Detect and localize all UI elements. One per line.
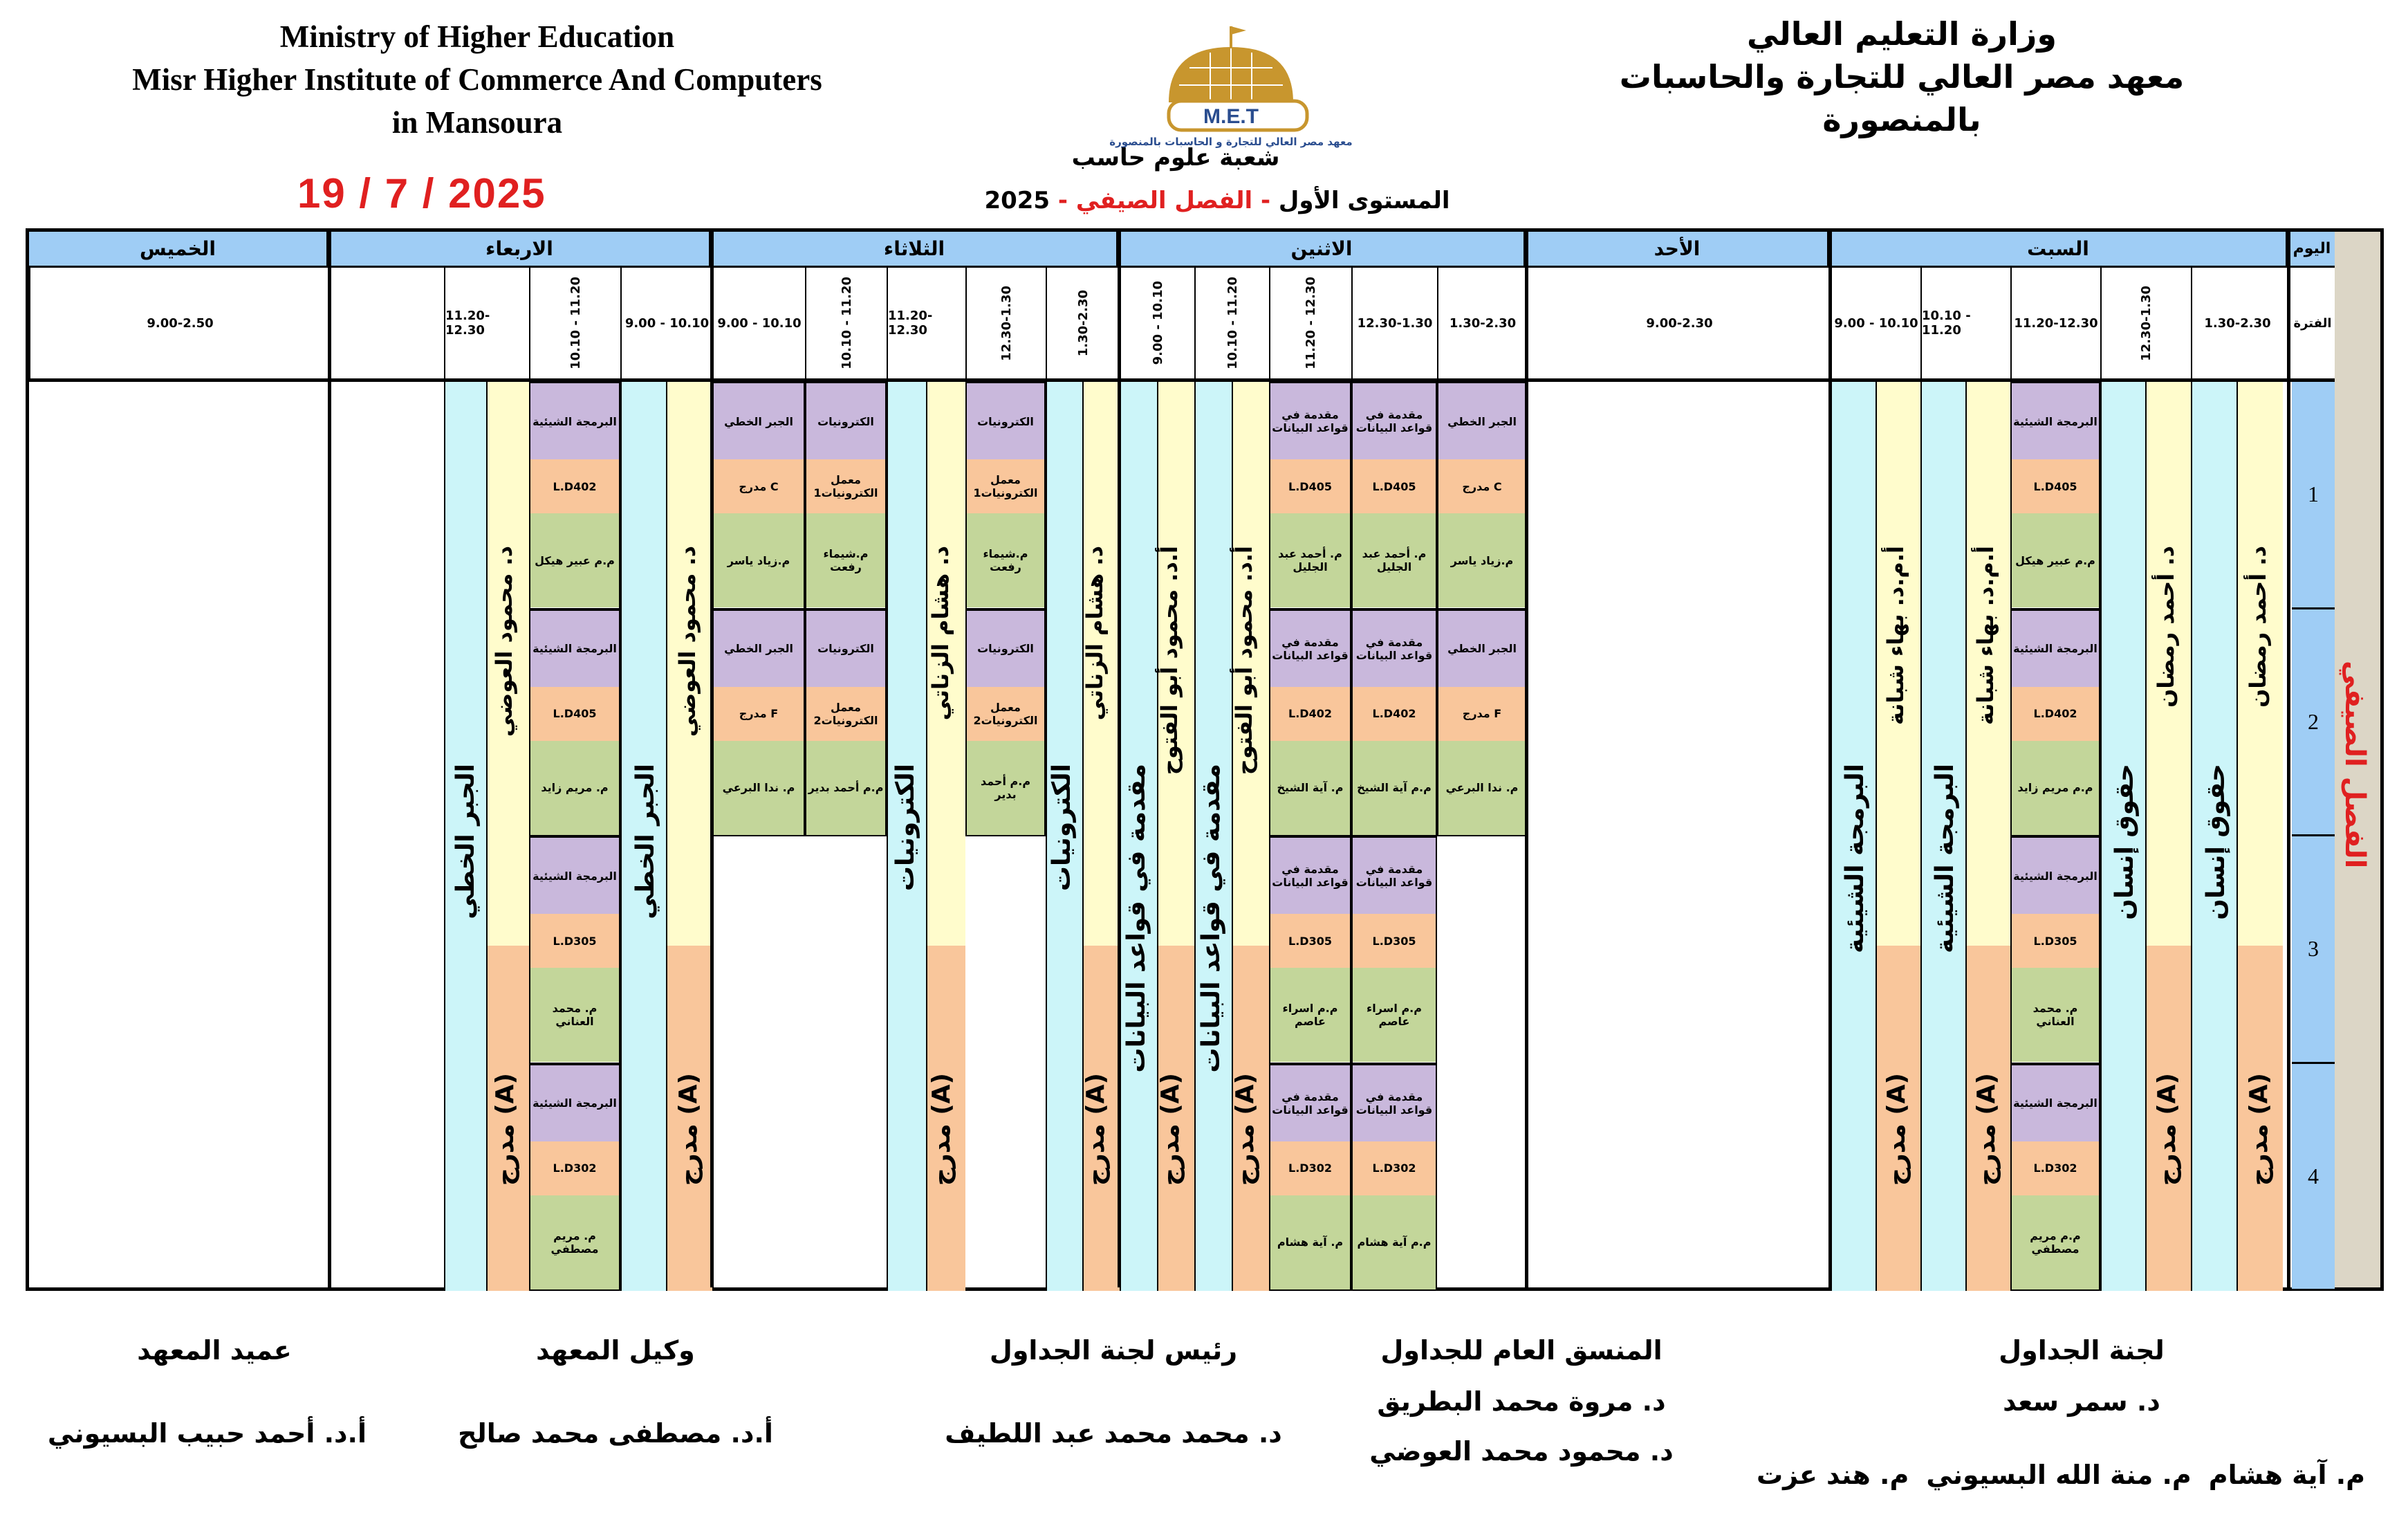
ar-line-3: بالمنصورة bbox=[1822, 101, 1981, 138]
period-label: 10.10 - 11.20 bbox=[1922, 309, 1971, 338]
period-label: 10.10 - 11.20 bbox=[839, 277, 854, 369]
section-course: مقدمة في قواعد البيانات bbox=[1270, 611, 1350, 687]
section-room: L.D302 bbox=[530, 1141, 619, 1195]
period-label: 11.20 - 12.30 bbox=[1304, 277, 1318, 369]
period-label: 1.30-2.30 bbox=[2204, 315, 2271, 331]
period-label: 9.00 - 10.10 bbox=[717, 315, 802, 331]
section-card bbox=[805, 382, 887, 609]
section-room: L.D405 bbox=[1270, 459, 1350, 513]
section-course: البرمجة الشيئية bbox=[2012, 1065, 2099, 1141]
period-label: 12.30-1.30 bbox=[1357, 315, 1433, 331]
section-ta: م.م عبير هيكل bbox=[2012, 513, 2099, 607]
period-header bbox=[1269, 268, 1351, 378]
section-card bbox=[965, 609, 1046, 837]
dean-block bbox=[47, 1335, 367, 1449]
department-title: شعبة علوم حاسب bbox=[1071, 144, 1280, 172]
lecture-hall: مدرج (A) bbox=[2245, 1072, 2273, 1186]
committee-member: م. آية هشام bbox=[2208, 1460, 2365, 1490]
day-separator bbox=[1118, 268, 1121, 378]
section-card bbox=[2010, 382, 2100, 609]
row-number: 1 bbox=[2292, 382, 2335, 609]
row-number: 4 bbox=[2292, 1064, 2335, 1292]
logo-caption: معهد مصر العالي للتجارة و الحاسبات بالمنصورة bbox=[1109, 136, 1353, 148]
committee-members bbox=[1757, 1460, 2365, 1490]
vice-dean-title: وكيل المعهد bbox=[536, 1335, 695, 1366]
section-room: معمل الكترونيات1 bbox=[806, 459, 885, 513]
section-ta: م.زياد ياسر bbox=[1438, 513, 1526, 607]
section-course: مقدمة في قواعد البيانات bbox=[1353, 1065, 1436, 1141]
section-ta: م.م آية الشيخ bbox=[1353, 741, 1436, 835]
lecture-doctor: أ.د. محمود أبو الفتوح bbox=[1231, 545, 1257, 775]
section-ta: م. مريم مصطفي bbox=[530, 1195, 619, 1289]
period-label: 11.20-12.30 bbox=[888, 309, 933, 338]
period-label: 11.20-12.30 bbox=[445, 309, 490, 338]
corner-day-label: اليوم bbox=[2289, 232, 2335, 268]
lecture-course: الكترونيات bbox=[1048, 763, 1076, 892]
section-ta: م. آية الشيخ bbox=[1270, 741, 1350, 835]
lecture-hall: مدرج (A) bbox=[1882, 1072, 1911, 1186]
section-course: مقدمة في قواعد البيانات bbox=[1353, 383, 1436, 459]
section-room: L.D402 bbox=[1270, 687, 1350, 741]
section-course: مقدمة في قواعد البيانات bbox=[1270, 1065, 1350, 1141]
en-line-2: Misr Higher Institute of Commerce And Computers bbox=[132, 62, 822, 97]
schedule-date: 19 / 7 / 2025 bbox=[297, 170, 546, 217]
section-card bbox=[712, 609, 805, 837]
period-header bbox=[965, 268, 1046, 378]
day-separator bbox=[1828, 268, 1832, 378]
coordinator-name: د. محمود محمد العوضي bbox=[1369, 1436, 1674, 1467]
day-separator bbox=[328, 382, 331, 1287]
section-course: الكترونيات bbox=[967, 611, 1044, 687]
section-ta: م.م اسراء عاصم bbox=[1270, 968, 1350, 1062]
section-ta: م. ندا البرعي bbox=[714, 741, 804, 835]
section-course: البرمجة الشيئية bbox=[2012, 838, 2099, 914]
section-room: L.D405 bbox=[530, 687, 619, 741]
period-header bbox=[1351, 268, 1437, 378]
corner-period-label: الفترة bbox=[2289, 268, 2335, 378]
section-ta: م.م مريم زايد bbox=[2012, 741, 2099, 835]
period-header bbox=[2191, 268, 2283, 378]
committee-block bbox=[1853, 1335, 2310, 1417]
committee-member: م. منة الله البسيوني bbox=[1926, 1460, 2192, 1490]
period-header bbox=[620, 268, 712, 378]
day-header: الأحد bbox=[1527, 232, 1831, 268]
en-line-3: in Mansoura bbox=[391, 105, 563, 140]
lecture-hall: مدرج (A) bbox=[1972, 1072, 2001, 1186]
section-card bbox=[805, 609, 887, 837]
lecture-course: مقدمة في قواعد البيانات bbox=[1122, 763, 1151, 1073]
period-label: 9.00 - 10.10 bbox=[624, 315, 710, 331]
institute-logo bbox=[1086, 19, 1376, 151]
timetable bbox=[26, 228, 2384, 1291]
section-course: الجبر الخطي bbox=[714, 611, 804, 687]
section-ta: م.م أحمد بدير bbox=[967, 741, 1044, 835]
section-room: مدرج C bbox=[1438, 459, 1526, 513]
section-ta: م. ندا البرعي bbox=[1438, 741, 1526, 835]
coordinator-block bbox=[1342, 1335, 1701, 1467]
period-header bbox=[529, 268, 620, 378]
section-room: L.D402 bbox=[2012, 687, 2099, 741]
year-label: 2025 bbox=[984, 187, 1050, 214]
period-header-row bbox=[29, 268, 2335, 382]
chair-block bbox=[934, 1335, 1293, 1449]
period-label: 12.30-1.30 bbox=[999, 285, 1014, 361]
section-room: معمل الكترونيات2 bbox=[967, 687, 1044, 741]
period-header bbox=[712, 268, 805, 378]
day-separator bbox=[1828, 382, 1832, 1287]
row-number: 3 bbox=[2292, 836, 2335, 1064]
committee-head: د. سمر سعد bbox=[2003, 1386, 2160, 1417]
coordinator-name: د. مروة محمد البطريق bbox=[1377, 1386, 1666, 1417]
section-card bbox=[529, 836, 620, 1064]
period-header bbox=[1527, 268, 1831, 378]
period-label: 1.30-2.30 bbox=[1449, 315, 1517, 331]
lecture-doctor: د. محمود العوضي bbox=[491, 545, 517, 737]
day-separator bbox=[1525, 268, 1528, 378]
period-header bbox=[805, 268, 887, 378]
period-header bbox=[1437, 268, 1527, 378]
section-card bbox=[1269, 382, 1351, 609]
period-label: 12.30-1.30 bbox=[2139, 285, 2154, 361]
lecture-course: الجبر الخطي bbox=[452, 763, 480, 919]
lecture-doctor: أ.م.د. بهاء شبانة bbox=[1972, 545, 1999, 725]
lecture-course: مقدمة في قواعد البيانات bbox=[1197, 763, 1225, 1073]
section-course: الكترونيات bbox=[806, 611, 885, 687]
section-course: الكترونيات bbox=[967, 383, 1044, 459]
lecture-hall: مدرج (A) bbox=[1231, 1072, 1259, 1186]
lecture-doctor: د. هشام الزناتي bbox=[927, 545, 954, 720]
vice-dean-block bbox=[456, 1335, 775, 1449]
section-course: البرمجة الشيئية bbox=[2012, 611, 2099, 687]
section-room: L.D402 bbox=[530, 459, 619, 513]
lecture-doctor: د. محمود العوضي bbox=[674, 545, 701, 737]
section-card bbox=[1437, 609, 1527, 837]
logo-text: M.E.T bbox=[1203, 105, 1259, 128]
section-ta: م. مريم زايد bbox=[530, 741, 619, 835]
section-room: L.D402 bbox=[1353, 687, 1436, 741]
section-ta: م. أحمد عبد الجليل bbox=[1353, 513, 1436, 607]
chair-name: د. محمد محمد عبد اللطيف bbox=[945, 1418, 1282, 1449]
english-header bbox=[41, 15, 913, 144]
day-separator bbox=[1118, 382, 1121, 1287]
lecture-course: حقوق إنسان bbox=[2111, 763, 2139, 920]
lecture-course: الكترونيات bbox=[891, 763, 920, 892]
section-course: البرمجة الشيئية bbox=[530, 838, 619, 914]
section-ta: م.م مريم مصطفي bbox=[2012, 1195, 2099, 1289]
term-label: - الفصل الصيفي - bbox=[1057, 187, 1271, 214]
lecture-hall: مدرج (A) bbox=[2153, 1072, 2181, 1186]
section-card bbox=[1269, 836, 1351, 1064]
row-number: 2 bbox=[2292, 609, 2335, 837]
section-course: مقدمة في قواعد البيانات bbox=[1270, 838, 1350, 914]
lecture-course: حقوق إنسان bbox=[2202, 763, 2230, 920]
day-separator bbox=[2287, 382, 2290, 1287]
section-ta: م. محمد العناني bbox=[2012, 968, 2099, 1062]
day-separator bbox=[710, 268, 714, 378]
day-header: الخميس bbox=[29, 232, 330, 268]
section-card bbox=[2010, 1064, 2100, 1292]
section-ta: م.م عبير هيكل bbox=[530, 513, 619, 607]
dean-name: أ.د. أحمد حبيب البسيوني bbox=[47, 1418, 367, 1449]
section-room: L.D305 bbox=[1270, 914, 1350, 968]
period-header bbox=[1920, 268, 2010, 378]
vice-dean-name: أ.د. مصطفى محمد صالح bbox=[458, 1418, 773, 1449]
period-header bbox=[2100, 268, 2191, 378]
section-card bbox=[1269, 609, 1351, 837]
period-header bbox=[887, 268, 965, 378]
day-separator bbox=[710, 382, 714, 1287]
lecture-hall: مدرج (A) bbox=[1156, 1072, 1185, 1186]
section-course: البرمجة الشيئية bbox=[530, 383, 619, 459]
lecture-hall: مدرج (A) bbox=[674, 1072, 703, 1186]
ar-line-2: معهد مصر العالي للتجارة والحاسبات bbox=[1619, 58, 2185, 95]
period-header bbox=[1194, 268, 1269, 378]
section-ta: م.م أحمد بدير bbox=[806, 741, 885, 835]
day-header: الثلاثاء bbox=[712, 232, 1120, 268]
day-separator bbox=[1525, 382, 1528, 1287]
period-label: 9.00-2.50 bbox=[147, 315, 214, 331]
day-header: الاثنين bbox=[1120, 232, 1527, 268]
section-room: L.D302 bbox=[1270, 1141, 1350, 1195]
section-card bbox=[1351, 1064, 1437, 1292]
coordinator-title: المنسق العام للجداول bbox=[1380, 1335, 1663, 1366]
section-ta: م.م اسراء عاصم bbox=[1353, 968, 1436, 1062]
section-room: مدرج C bbox=[714, 459, 804, 513]
season-label: الفصل الصيفي bbox=[2339, 661, 2371, 869]
lecture-doctor: د. أحمد رمضان bbox=[2245, 545, 2271, 708]
lecture-doctor: د. أحمد رمضان bbox=[2153, 545, 2179, 708]
chair-title: رئيس لجنة الجداول bbox=[989, 1335, 1238, 1366]
committee-member: م. هند عزت bbox=[1757, 1460, 1909, 1490]
period-header bbox=[444, 268, 529, 378]
section-course: الكترونيات bbox=[806, 383, 885, 459]
section-ta: م.شيماء رفعت bbox=[967, 513, 1044, 607]
section-card bbox=[965, 382, 1046, 609]
lecture-doctor: د. هشام الزناتي bbox=[1082, 545, 1108, 720]
section-card bbox=[1351, 609, 1437, 837]
section-course: مقدمة في قواعد البيانات bbox=[1353, 611, 1436, 687]
arabic-header bbox=[1591, 12, 2213, 141]
section-room: مدرج F bbox=[1438, 687, 1526, 741]
section-card bbox=[529, 382, 620, 609]
lecture-hall: مدرج (A) bbox=[491, 1072, 519, 1186]
section-course: البرمجة الشيئية bbox=[530, 1065, 619, 1141]
section-card bbox=[2010, 836, 2100, 1064]
section-card bbox=[1269, 1064, 1351, 1292]
section-card bbox=[1437, 382, 1527, 609]
section-room: مدرج F bbox=[714, 687, 804, 741]
period-header bbox=[1120, 268, 1194, 378]
period-header bbox=[29, 268, 330, 378]
section-card bbox=[529, 1064, 620, 1292]
section-card bbox=[1351, 382, 1437, 609]
period-header bbox=[2010, 268, 2100, 378]
lecture-course: البرمجة الشيئية bbox=[1931, 763, 1959, 953]
section-course: مقدمة في قواعد البيانات bbox=[1353, 838, 1436, 914]
lecture-doctor: أ.د. محمود أبو الفتوح bbox=[1156, 545, 1183, 775]
section-course: مقدمة في قواعد البيانات bbox=[1270, 383, 1350, 459]
day-header: الاربعاء bbox=[330, 232, 712, 268]
section-ta: م. آية هشام bbox=[1270, 1195, 1350, 1289]
day-separator bbox=[2287, 268, 2290, 378]
dean-title: عميد المعهد bbox=[137, 1335, 292, 1366]
section-room: معمل الكترونيات2 bbox=[806, 687, 885, 741]
lecture-hall: مدرج (A) bbox=[1082, 1072, 1110, 1186]
period-label: 9.00 - 10.10 bbox=[1150, 281, 1165, 365]
section-room: L.D302 bbox=[1353, 1141, 1436, 1195]
period-label: 9.00 - 10.10 bbox=[1834, 315, 1918, 331]
section-course: البرمجة الشيئية bbox=[530, 611, 619, 687]
section-ta: م. محمد العناني bbox=[530, 968, 619, 1062]
schedule-grid bbox=[29, 382, 2380, 1287]
lecture-hall: مدرج (A) bbox=[927, 1072, 956, 1186]
section-room: L.D305 bbox=[1353, 914, 1436, 968]
section-room: L.D405 bbox=[2012, 459, 2099, 513]
section-course: الجبر الخطي bbox=[1438, 611, 1526, 687]
level-label: المستوى الأول bbox=[1278, 187, 1450, 214]
section-room: L.D305 bbox=[530, 914, 619, 968]
section-card bbox=[529, 609, 620, 837]
section-ta: م.زياد ياسر bbox=[714, 513, 804, 607]
period-header bbox=[1046, 268, 1120, 378]
section-ta: م. أحمد عبد الجليل bbox=[1270, 513, 1350, 607]
period-label: 10.10 - 11.20 bbox=[1225, 277, 1240, 369]
section-ta: م.شيماء رفعت bbox=[806, 513, 885, 607]
ar-line-1: وزارة التعليم العالي bbox=[1746, 15, 2057, 53]
section-card bbox=[2010, 609, 2100, 837]
day-separator bbox=[328, 268, 331, 378]
period-header bbox=[330, 268, 444, 378]
lecture-course: البرمجة الشيئية bbox=[1841, 763, 1869, 953]
section-card bbox=[1351, 836, 1437, 1064]
section-card bbox=[712, 382, 805, 609]
section-room: L.D302 bbox=[2012, 1141, 2099, 1195]
period-label: 1.30-2.30 bbox=[1076, 289, 1091, 357]
lecture-course: الجبر الخطي bbox=[631, 763, 660, 919]
section-room: L.D305 bbox=[2012, 914, 2099, 968]
section-room: L.D405 bbox=[1353, 459, 1436, 513]
section-course: الجبر الخطي bbox=[714, 383, 804, 459]
section-course: البرمجة الشيئية bbox=[2012, 383, 2099, 459]
period-label: 9.00-2.30 bbox=[1646, 315, 1713, 331]
section-ta: م.م آية هشام bbox=[1353, 1195, 1436, 1289]
en-line-1: Ministry of Higher Education bbox=[279, 19, 675, 54]
level-term-title bbox=[968, 187, 1466, 214]
section-room: معمل الكترونيات1 bbox=[967, 459, 1044, 513]
period-label: 11.20-12.30 bbox=[2014, 315, 2098, 331]
period-label: 10.10 - 11.20 bbox=[568, 277, 583, 369]
period-header bbox=[1831, 268, 1920, 378]
day-header: السبت bbox=[1831, 232, 2289, 268]
lecture-doctor: أ.م.د. بهاء شبانة bbox=[1882, 545, 1909, 725]
committee-title: لجنة الجداول bbox=[1999, 1335, 2165, 1366]
section-course: الجبر الخطي bbox=[1438, 383, 1526, 459]
